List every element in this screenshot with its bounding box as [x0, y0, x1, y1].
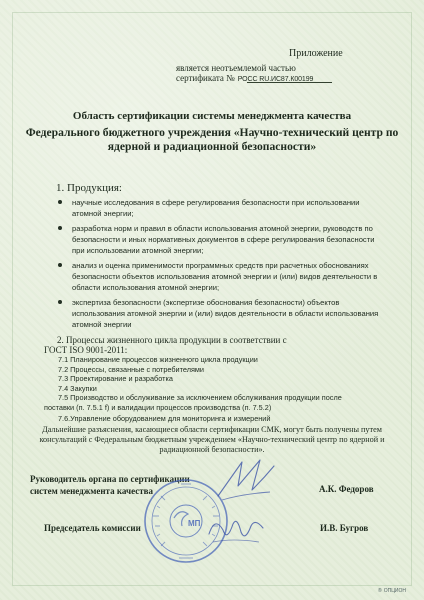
clarification-note: Дальнейшие разъяснения, касающиеся области сертификации СМК, могут быть получены путем консультаций с Федеральным бюджетным учреждением «Научно-технический центр по ядерной и радиационной безопасности».	[39, 425, 385, 454]
annex-line-2-prefix: сертификата №	[176, 73, 235, 83]
process-item: 7.3 Проектирование и разработка	[58, 374, 173, 384]
commission-chair-name: И.В. Бугров	[320, 523, 369, 533]
scope-title: Область сертификации системы менеджмента качества	[72, 110, 352, 122]
process-item: 7.1 Планирование процессов жизненного цикла продукции	[58, 355, 258, 364]
head-title-line-2: систем менеджмента качества	[30, 486, 153, 496]
certificate-number-underline	[247, 82, 332, 83]
head-name: А.К. Федоров	[319, 484, 374, 494]
commission-chair-signature	[205, 512, 267, 548]
process-item-7-5-line-1: 7.5 Производство и обслуживание за исключением обслуживания продукции после	[58, 393, 342, 403]
process-item: 7.4 Закупки	[58, 383, 97, 393]
head-title-line-1: Руководитель органа по сертификации	[30, 474, 190, 484]
product-item: научные исследования в сфере регулирования безопасности при использовании атомной энергии;	[56, 197, 386, 219]
section-2-standard: ГОСТ ISO 9001-2011:	[44, 345, 128, 355]
product-item: экспертиза безопасности (экспертизе обоснования безопасности) объектов использования атомной энергии и (или) видов деятельности в области использования атомной энергии	[56, 297, 386, 330]
certificate-number: РОСС RU.ИС87.К00199	[237, 76, 314, 83]
printer-mark: ® ОПЦИОН	[378, 588, 406, 594]
annex-line-1: является неотъемлемой частью	[176, 63, 296, 73]
process-item-7-6: 7.6.Управление оборудованием для мониторинга и измерений	[58, 413, 271, 423]
seal-center-text: МП	[188, 519, 201, 528]
commission-chair-title: Председатель комиссии	[44, 523, 141, 533]
product-item: анализ и оценка применимости программных средств при расчетных обоснованиях безопасности объектов использования атомной энергии и (или) видов деятельности в области использования атомной энергии;	[56, 260, 386, 293]
head-signature	[212, 456, 278, 502]
section-1-heading: 1. Продукция:	[56, 182, 122, 194]
products-list	[56, 197, 386, 334]
process-item-7-5-line-2: поставки (п. 7.5.1 f) и валидации процессов производства (п. 7.5.2)	[44, 402, 272, 412]
section-2-heading: 2. Процессы жизненного цикла продукции в соответствии с	[57, 335, 287, 345]
annex-title: Приложение	[289, 48, 343, 59]
processes-list	[44, 355, 378, 423]
product-item: разработка норм и правил в области использования атомной энергии, руководств по безопасности и иных нормативных документов в сфере регулирования безопасности при использовании атомной энергии;	[56, 223, 386, 256]
process-item: 7.2 Процессы, связанные с потребителями	[58, 364, 205, 374]
organization-title: Федерального бюджетного учреждения «Научно-технический центр по ядерной и радиационной безопасности»	[25, 126, 399, 153]
